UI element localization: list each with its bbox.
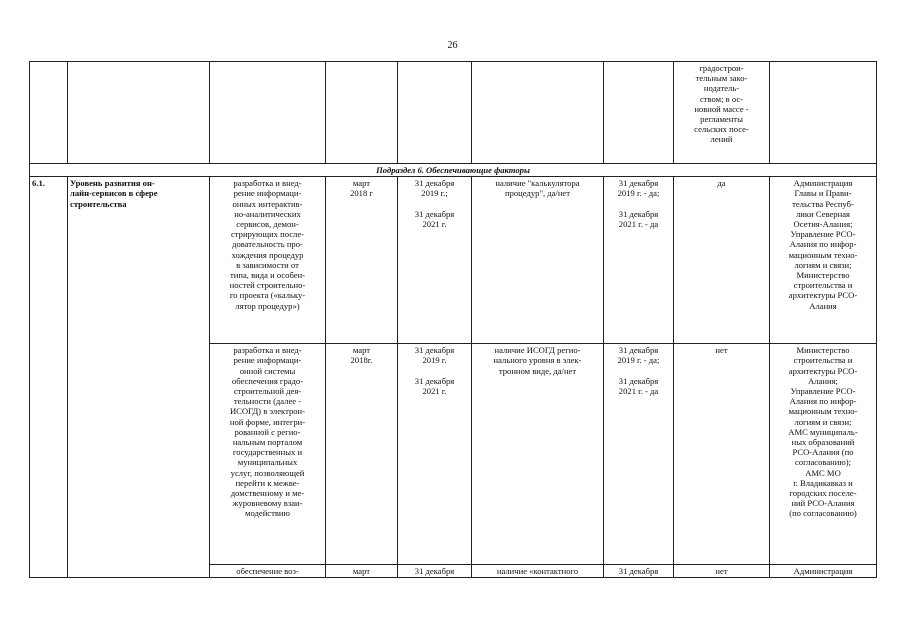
cell-empty [604,62,674,164]
cell-empty [68,62,210,164]
cell-responsible: Администрация [770,565,877,578]
cell-start-date: март 2018 г [326,177,398,344]
cell-indicator: наличие ИСОГД регио- нального уровня в элек- тронном виде, да/нет [472,344,604,565]
cell-empty [30,62,68,164]
cell-start-date: март 2018г. [326,344,398,565]
cell-responsible: Министерство строительства и архитектуры РСО- Алания; Управление РСО- Алания по инфор- мационным техно- логиям и связи; АМС муниципаль- ных образований РСО-Алания (по согласованию); АМС МО г. Владикавказ и городских поселе- ний РСО-Алания (по согласованию) [770,344,877,565]
cell-current-value: нет [674,344,770,565]
cell-target-value: 31 декабря 2019 г. - да; 31 декабря 2021 г. - да [604,344,674,565]
program-table [29,61,877,578]
item-title: Уровень развития он- лайн-сервисов в сфере строительства [68,177,210,578]
cell-end-date: 31 декабря [398,565,472,578]
cell-current-value: нет [674,565,770,578]
cell-empty [398,62,472,164]
cell-responsible: Администрация Главы и Прави- тельства Респуб- лики Северная Осетия-Алания; Управление РСО- Алания по инфор- мационным техно- логиям и связи; Министерство строительства и архитектуры РСО- Алания [770,177,877,344]
cell-measure: обеспечение воз- [210,565,326,578]
subsection-title: Подраздел 6. Обеспечивающие факторы [30,164,877,177]
cell-indicator: наличие «контактного [472,565,604,578]
cell-current-value: да [674,177,770,344]
page-number: 26 [447,40,458,51]
cell-end-date: 31 декабря 2019 г.; 31 декабря 2021 г. [398,177,472,344]
cell-measure: разработка и внед- рение информаци- онной системы обеспечения градо- строительной дея- тельности (далее - ИСОГД) в электрон- ной форме, интегри- рованной с регио- нальным порталом государственных и муниципальных услуг, позволяющей перейти к межве- домственному и ме- журовневому взаи- модействию [210,344,326,565]
cell-empty [770,62,877,164]
cell-measure: разработка и внед- рение информаци- онных интерактив- но-аналитических сервисов, демон- стрирующих после- довательность про- хождения процедур в зависимости от типа, вида и особен- ностей строительно- го проекта («кальку- лятор процедур») [210,177,326,344]
cell-target-value: 31 декабря [604,565,674,578]
cell-start-date: март [326,565,398,578]
table-row [30,177,877,344]
cell-empty [326,62,398,164]
cell-end-date: 31 декабря 2019 г. 31 декабря 2021 г. [398,344,472,565]
cell-target-value: 31 декабря 2019 г. - да; 31 декабря 2021 г. - да [604,177,674,344]
item-number: 6.1. [30,177,68,578]
cell-empty [210,62,326,164]
cell-indicator: наличие "калькулятора процедур", да/нет [472,177,604,344]
table-row-continuation [30,62,877,164]
cell-current-value-continuation: градострои- тельным зако- нодатель- ством; в ос- новной массе - регламенты сельских посе- лений [674,62,770,164]
cell-empty [472,62,604,164]
subsection-row [30,164,877,177]
